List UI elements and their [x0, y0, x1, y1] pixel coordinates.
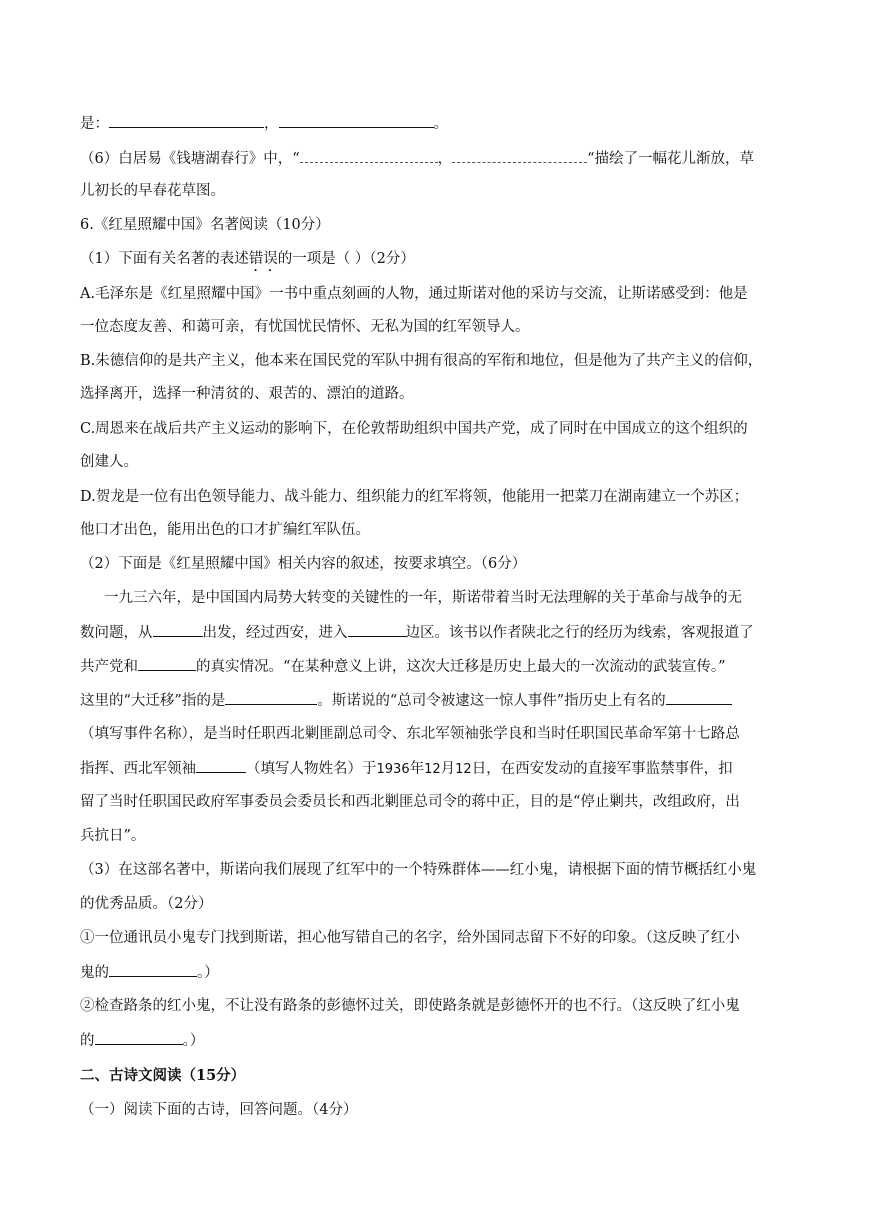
answer-blank[interactable] [452, 148, 587, 163]
option-d-line-1: D.贺龙是一位有出色领导能力、战斗能力、组织能力的红军将领，他能用一把菜刀在湖南建立一个苏区； [80, 489, 749, 505]
question-6-title: 6.《红星照耀中国》名著阅读（10分） [80, 217, 330, 233]
option-b-line-1: B.朱德信仰的是共产主义，他本来在国民党的军队中拥有很高的军衔和地位，但是他为了共产主义的信仰， [80, 353, 763, 369]
q5-line-2-separator: ， [437, 151, 453, 167]
q5-line-1-end: 。 [433, 116, 448, 132]
text-span: 共产党和 [80, 659, 138, 675]
answer-blank[interactable] [138, 656, 196, 671]
q6-part2-prompt: （2）下面是《红星照耀中国》相关内容的叙述，按要求填空。（6分） [80, 556, 527, 572]
q5-line-2 [80, 148, 792, 169]
item-2-line-2 [80, 1030, 792, 1051]
answer-blank[interactable] [196, 758, 246, 773]
emphasis-text: 错误 [248, 251, 278, 267]
answer-blank[interactable] [153, 622, 203, 637]
day-number: 12 [455, 762, 472, 777]
answer-blank[interactable] [225, 690, 317, 705]
month-number: 12 [424, 762, 441, 777]
text-span: 年 [409, 761, 425, 777]
q5-line-2-prefix: （6）白居易《钱塘湖春行》中，“ [80, 151, 300, 167]
answer-blank[interactable] [109, 113, 264, 128]
text-span: 。） [197, 965, 219, 981]
text-span: 日，在西安发动的直接军事监禁事件，扣 [471, 761, 733, 777]
text-span: 指挥、西北军领袖 [80, 761, 196, 777]
answer-blank[interactable] [95, 1030, 183, 1045]
q6-part1-prefix: （1）下面有关名著的表述 [80, 251, 249, 267]
option-c-line-1: C.周恩来在战后共产主义运动的影响下，在伦敦帮助组织中国共产党，成了同时在中国成立的这个组织的 [80, 421, 748, 437]
text-span: （填写人物姓名）于 [246, 761, 377, 777]
option-d-line-2: 他口才出色，能用出色的口才扩编红军队伍。 [80, 522, 370, 538]
text-span: 这里的“大迁移”指的是 [80, 693, 226, 709]
fill-paragraph-line-5: （填写事件名称），是当时任职西北剿匪副总司令、东北军领袖张学良和当时任职国民革命军第十七路总 [80, 726, 740, 742]
answer-blank[interactable] [666, 690, 732, 705]
item-2-line-1: ②检查路条的红小鬼，不让没有路条的彭德怀过关，即使路条就是彭德怀开的也不行。（这反映了红小鬼 [80, 998, 740, 1014]
item-1-line-1: ①一位通讯员小鬼专门找到斯诺，担心他写错自己的名字，给外国同志留下不好的印象。（这反映了红小 [80, 930, 740, 946]
q5-line-1-prefix: 是： [80, 116, 109, 132]
fill-paragraph-line-3 [80, 656, 792, 677]
answer-blank[interactable] [348, 622, 406, 637]
fill-paragraph-line-8: 兵抗日”。 [80, 828, 146, 844]
year-number: 1936 [376, 762, 410, 777]
section-2-subtitle: （一）阅读下面的古诗，回答问题。（4分） [80, 1102, 358, 1118]
q6-part1-prompt [80, 249, 792, 275]
fill-paragraph-line-4 [80, 690, 792, 711]
answer-blank[interactable] [109, 962, 197, 977]
option-b-line-2: 选择离开，选择一种清贫的、艰苦的、漂泊的道路。 [80, 386, 414, 402]
q5-line-1 [80, 113, 792, 134]
answer-blank[interactable] [300, 148, 438, 163]
q5-line-2-suffix: “描绘了一幅花儿渐放，草 [587, 151, 755, 167]
fill-paragraph-line-2 [80, 622, 792, 643]
text-span: 的真实情况。“在某种意义上讲，这次大迁移是历史上最大的一次流动的武装宣传。” [196, 659, 726, 675]
q5-line-3: 儿初长的早春花草图。 [80, 183, 225, 199]
option-a-line-1: A.毛泽东是《红星照耀中国》一书中重点刻画的人物，通过斯诺对他的采访与交流，让斯诺感受到：他是 [80, 286, 748, 302]
fill-paragraph-line-6 [80, 758, 792, 780]
text-span: 的 [80, 1033, 95, 1049]
q6-part3-prompt-line-1: （3）在这部名著中，斯诺向我们展现了红军中的一个特殊群体——红小鬼，请根据下面的情节概括红小鬼 [80, 862, 757, 878]
text-span: 月 [440, 761, 456, 777]
answer-blank[interactable] [279, 113, 434, 128]
q6-part3-prompt-line-2: 的优秀品质。（2分） [80, 896, 213, 912]
fill-paragraph-line-1: 一九三六年，是中国国内局势大转变的关键性的一年，斯诺带着当时无法理解的关于革命与战争的无 [104, 590, 742, 606]
option-c-line-2: 创建人。 [80, 454, 138, 470]
option-a-line-2: 一位态度友善、和蔼可亲，有忧国忧民情怀、无私为国的红军领导人。 [80, 319, 530, 335]
fill-paragraph-line-7: 留了当时任职国民政府军事委员会委员长和西北剿匪总司令的蒋中正，目的是“停止剿共，改组政府，出 [80, 794, 740, 810]
q5-line-1-separator: ， [264, 116, 279, 132]
item-1-line-2 [80, 962, 792, 983]
text-span: 数问题，从 [80, 625, 153, 641]
text-span: 边区。该书以作者陕北之行的经历为线索，客观报道了 [405, 625, 754, 641]
q6-part1-suffix: 的一项是（ ）（2分） [277, 251, 415, 267]
text-span: 鬼的 [80, 965, 109, 981]
text-span: 。） [182, 1033, 205, 1049]
section-2-title: 二、古诗文阅读（15分） [80, 1067, 246, 1084]
text-span: 。斯诺说的“总司令被逮这一惊人事件”指历史上有名的 [317, 693, 666, 709]
text-span: 出发，经过西安，进入 [202, 625, 348, 641]
